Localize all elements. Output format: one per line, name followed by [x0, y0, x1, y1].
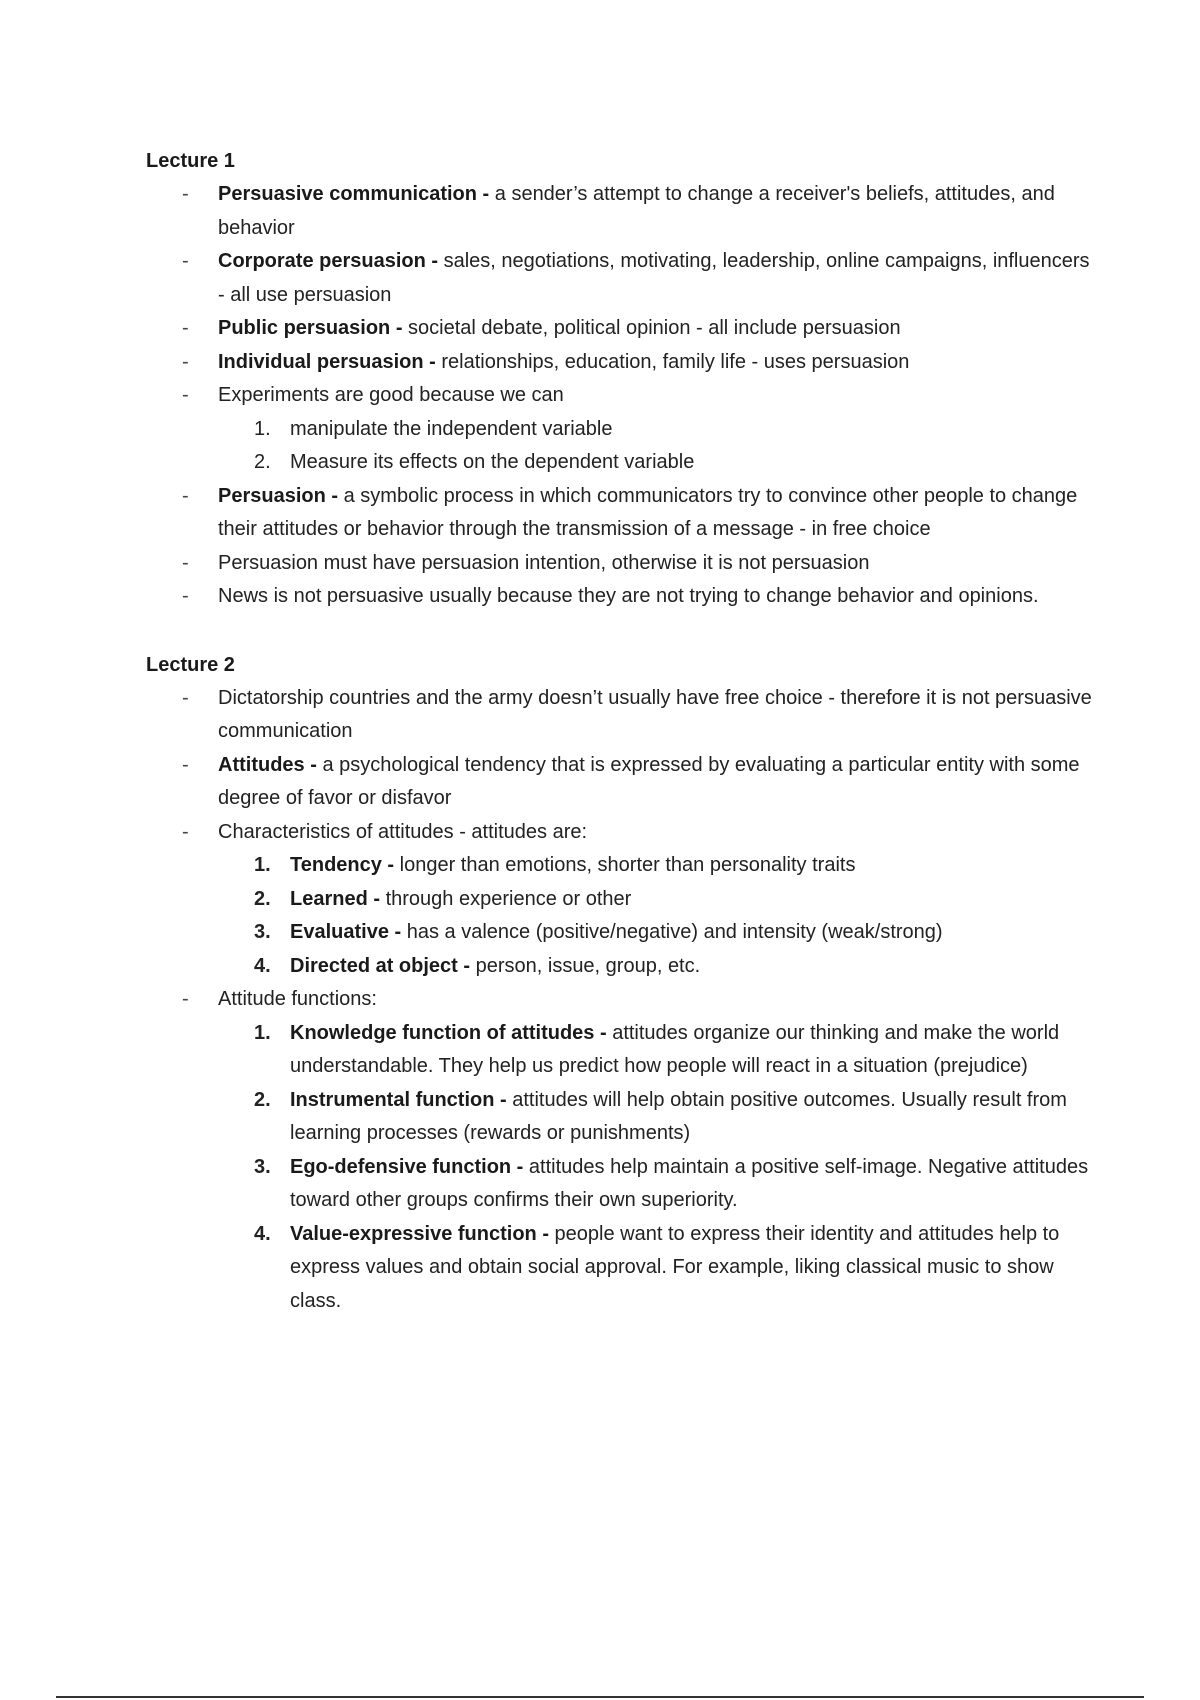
- item-number: 4.: [254, 954, 271, 977]
- list-item: [146, 983, 1096, 1017]
- bullet-list: [146, 480, 1096, 614]
- numbered-item: [218, 849, 1096, 883]
- definition: a sender’s attempt to change a receiver's beliefs, attitudes, and behavior: [218, 183, 1055, 239]
- term: Corporate persuasion -: [218, 250, 439, 272]
- numbered-list: [146, 1017, 1096, 1319]
- item-number: 2.: [254, 1088, 271, 1111]
- item-text: manipulate the independent variable: [290, 417, 613, 440]
- term: Evaluative -: [290, 921, 402, 943]
- numbered-item: [218, 883, 1096, 917]
- dash-bullet: -: [182, 820, 189, 843]
- definition: societal debate, political opinion - all include persuasion: [402, 317, 901, 339]
- term: Value-expressive function -: [290, 1222, 549, 1245]
- dash-bullet: -: [182, 686, 189, 709]
- item-text: attitudes will help obtain positive outcomes. Usually result from learning processes (rewards or punishments): [290, 1088, 1067, 1144]
- term: Instrumental function -: [290, 1088, 507, 1111]
- numbered-item: [218, 1084, 1096, 1151]
- term: Tendency -: [290, 854, 395, 876]
- numbered-item: [218, 413, 1096, 447]
- term: Directed at object -: [290, 954, 471, 977]
- list-item: [146, 346, 1096, 380]
- definition: Characteristics of attitudes - attitudes are:: [218, 820, 588, 843]
- term: Persuasive communication -: [218, 183, 490, 205]
- dash-bullet: -: [182, 384, 189, 406]
- definition: relationships, education, family life - uses persuasion: [435, 350, 910, 373]
- dash-bullet: -: [182, 585, 189, 607]
- numbered-item: [218, 1017, 1096, 1084]
- definition: sales, negotiations, motivating, leadership, online campaigns, influencers - all use persuasion: [218, 250, 1090, 306]
- definition: Persuasion must have persuasion intention, otherwise it is not persuasion: [218, 551, 870, 574]
- lecture-2-section: [146, 648, 1096, 1319]
- dash-bullet: -: [182, 753, 189, 776]
- item-number: 1.: [254, 1021, 271, 1044]
- numbered-list: [146, 849, 1096, 983]
- dash-bullet: -: [182, 350, 189, 373]
- item-number: 1.: [254, 854, 271, 876]
- list-item: [146, 749, 1096, 816]
- item-text: person, issue, group, etc.: [470, 954, 701, 977]
- list-item: [146, 580, 1096, 614]
- item-number: 4.: [254, 1222, 271, 1245]
- document-page: [146, 144, 1096, 1318]
- item-text: has a valence (positive/negative) and intensity (weak/strong): [401, 921, 943, 943]
- list-item: [146, 547, 1096, 581]
- list-item: [146, 178, 1096, 245]
- dash-bullet: -: [182, 484, 189, 507]
- numbered-list: [146, 413, 1096, 480]
- term: Individual persuasion -: [218, 350, 436, 373]
- term: Public persuasion -: [218, 317, 403, 339]
- dash-bullet: -: [182, 551, 189, 574]
- term: Knowledge function of attitudes -: [290, 1021, 607, 1044]
- bullet-list: [146, 682, 1096, 850]
- bullet-list: [146, 178, 1096, 413]
- lecture-title: Lecture 2: [146, 653, 235, 676]
- list-item: [146, 245, 1096, 312]
- term: Persuasion -: [218, 484, 339, 507]
- item-text: through experience or other: [380, 887, 632, 910]
- definition: Experiments are good because we can: [218, 384, 564, 406]
- item-text: attitudes organize our thinking and make the world understandable. They help us predict how people will react in a situation (prejudice): [290, 1021, 1060, 1077]
- dash-bullet: -: [182, 317, 189, 339]
- numbered-item: [218, 446, 1096, 480]
- term: Ego-defensive function -: [290, 1155, 524, 1178]
- definition: Dictatorship countries and the army doesn’t usually have free choice - therefore it is not persuasive communication: [218, 686, 1092, 742]
- numbered-item: [218, 916, 1096, 950]
- definition: News is not persuasive usually because they are not trying to change behavior and opinions.: [218, 585, 1039, 607]
- bullet-list: [146, 983, 1096, 1017]
- item-text: Measure its effects on the dependent variable: [290, 451, 695, 473]
- list-item: [146, 682, 1096, 749]
- term: Learned -: [290, 887, 381, 910]
- definition: a psychological tendency that is expressed by evaluating a particular entity with some degree of favor or disfavor: [218, 753, 1080, 809]
- item-number: 2.: [254, 887, 271, 910]
- numbered-item: [218, 1151, 1096, 1218]
- lecture-1-section: [146, 144, 1096, 614]
- term: Attitudes -: [218, 753, 317, 776]
- item-number: 3.: [254, 1155, 271, 1178]
- dash-bullet: -: [182, 250, 189, 272]
- list-item: [146, 480, 1096, 547]
- item-number: 2.: [254, 451, 271, 473]
- definition: a symbolic process in which communicators try to convince other people to change their attitudes or behavior through the transmission of a message - in free choice: [218, 484, 1078, 540]
- item-text: attitudes help maintain a positive self-image. Negative attitudes toward other groups confirms their own superiority.: [290, 1155, 1089, 1211]
- list-item: [146, 816, 1096, 850]
- dash-bullet: -: [182, 988, 189, 1010]
- numbered-item: [218, 1218, 1096, 1319]
- numbered-item: [218, 950, 1096, 984]
- item-text: longer than emotions, shorter than personality traits: [394, 854, 856, 876]
- lecture-title: Lecture 1: [146, 150, 235, 172]
- list-item: [146, 379, 1096, 413]
- dash-bullet: -: [182, 183, 189, 205]
- footer-rule: [56, 1696, 1144, 1698]
- item-number: 1.: [254, 417, 271, 440]
- definition: Attitude functions:: [218, 988, 377, 1010]
- item-number: 3.: [254, 921, 271, 943]
- item-text: people want to express their identity and attitudes help to express values and obtain social approval. For example, liking classical music to show class.: [290, 1222, 1060, 1312]
- list-item: [146, 312, 1096, 346]
